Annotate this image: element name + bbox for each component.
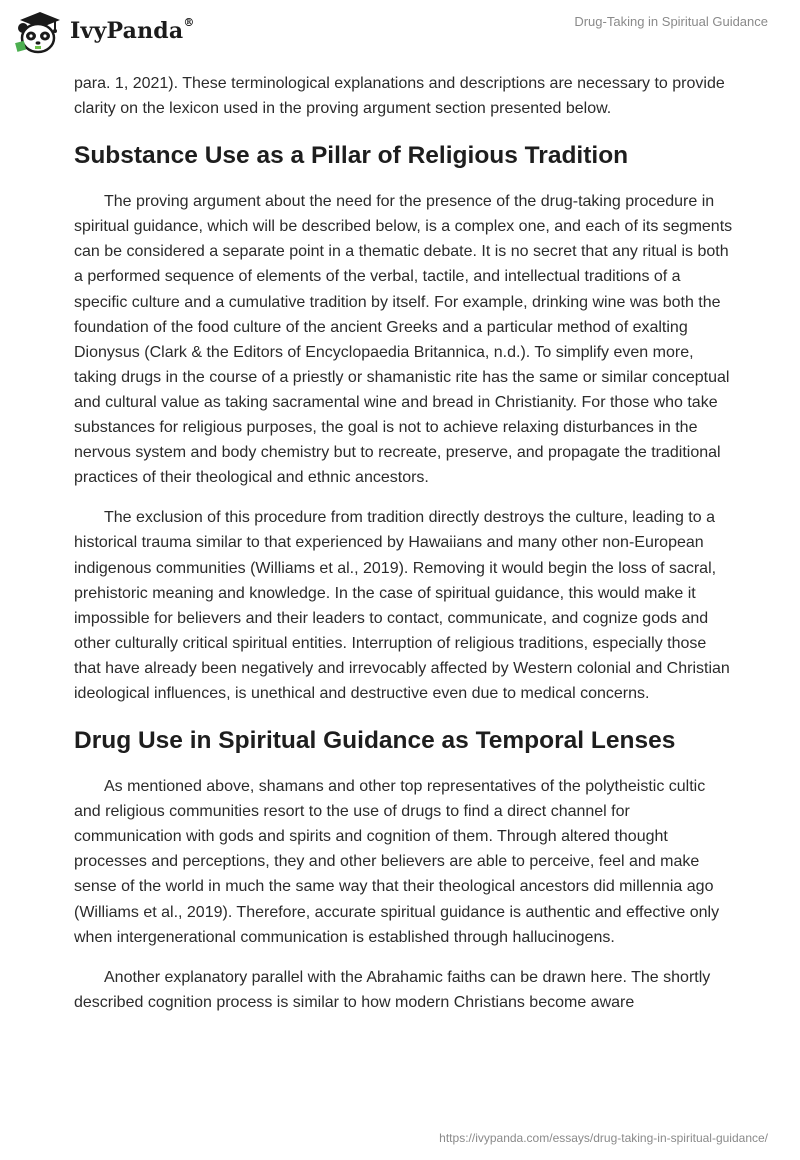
section1-paragraph-2: The exclusion of this procedure from tradition directly destroys the culture, leading to a historical trauma similar to that experienced by Hawaiians and many other non-European indigenous communities (Williams et al., 2019). Removing it would begin the loss of sacral, prehistoric meaning and knowledge. In the case of spiritual guidance, this would make it impossible for believers and their leaders to contact, communicate, and cognize gods and other culturally critical spiritual entities. Interruption of religious traditions, especially those that have already been negatively and irrevocably affected by Western colonial and Christian ideological influences, is unethical and destructive even due to medical concerns. bbox=[74, 509, 730, 702]
document-title: Drug-Taking in Spiritual Guidance bbox=[574, 14, 768, 29]
section-heading-1: Substance Use as a Pillar of Religious Tradition bbox=[74, 142, 629, 170]
intro-paragraph: para. 1, 2021). These terminological explanations and descriptions are necessary to provide clarity on the lexicon used in the proving argument section presented below. bbox=[74, 75, 725, 118]
brand-name: IvyPanda® bbox=[70, 16, 195, 44]
panda-logo-icon bbox=[14, 8, 62, 54]
section2-paragraph-1: As mentioned above, shamans and other top representatives of the polytheistic cultic and religious communities resort to the use of drugs to find a direct channel for communication with gods and spirits and cognition of them. Through altered thought processes and perceptions, they and other believers are able to perceive, feel and make sense of the world in much the same way that their theological ancestors did millennia ago (Williams et al., 2019). Therefore, accurate spiritual guidance is authentic and effective only when intergenerational communication is established through hallucinogens. bbox=[74, 778, 720, 946]
section-heading-2: Drug Use in Spiritual Guidance as Temporal Lenses bbox=[74, 727, 676, 755]
page-header bbox=[0, 0, 800, 60]
article-body bbox=[74, 71, 734, 1030]
section2-paragraph-2: Another explanatory parallel with the Abrahamic faiths can be drawn here. The shortly described cognition process is similar to how modern Christians become aware bbox=[74, 968, 711, 1011]
brand-logo[interactable] bbox=[14, 8, 195, 54]
section1-paragraph-1: The proving argument about the need for the presence of the drug-taking procedure in spiritual guidance, which will be described below, is a complex one, and each of its segments can be considered a separate point in a thematic debate. It is no secret that any ritual is both a performed sequence of elements of the verbal, tactile, and intellectual traditions of a specific culture and a cumulative tradition by itself. For example, drinking wine was both the foundation of the food culture of the ancient Greeks and a particular method of exalting Dionysus (Clark & the Editors of Encyclopaedia Britannica, n.d.). To simplify even more, taking drugs in the course of a priestly or shamanistic rite has the same or similar conceptual and cultural value as taking sacramental wine and bread in Christianity. For those who take substances for religious purposes, the goal is not to achieve relaxing disturbances in the nervous system and body chemistry but to recreate, preserve, and propagate the traditional practices of their theological and ethnic ancestors. bbox=[74, 193, 733, 487]
source-url[interactable]: https://ivypanda.com/essays/drug-taking-in-spiritual-guidance/ bbox=[439, 1131, 768, 1145]
